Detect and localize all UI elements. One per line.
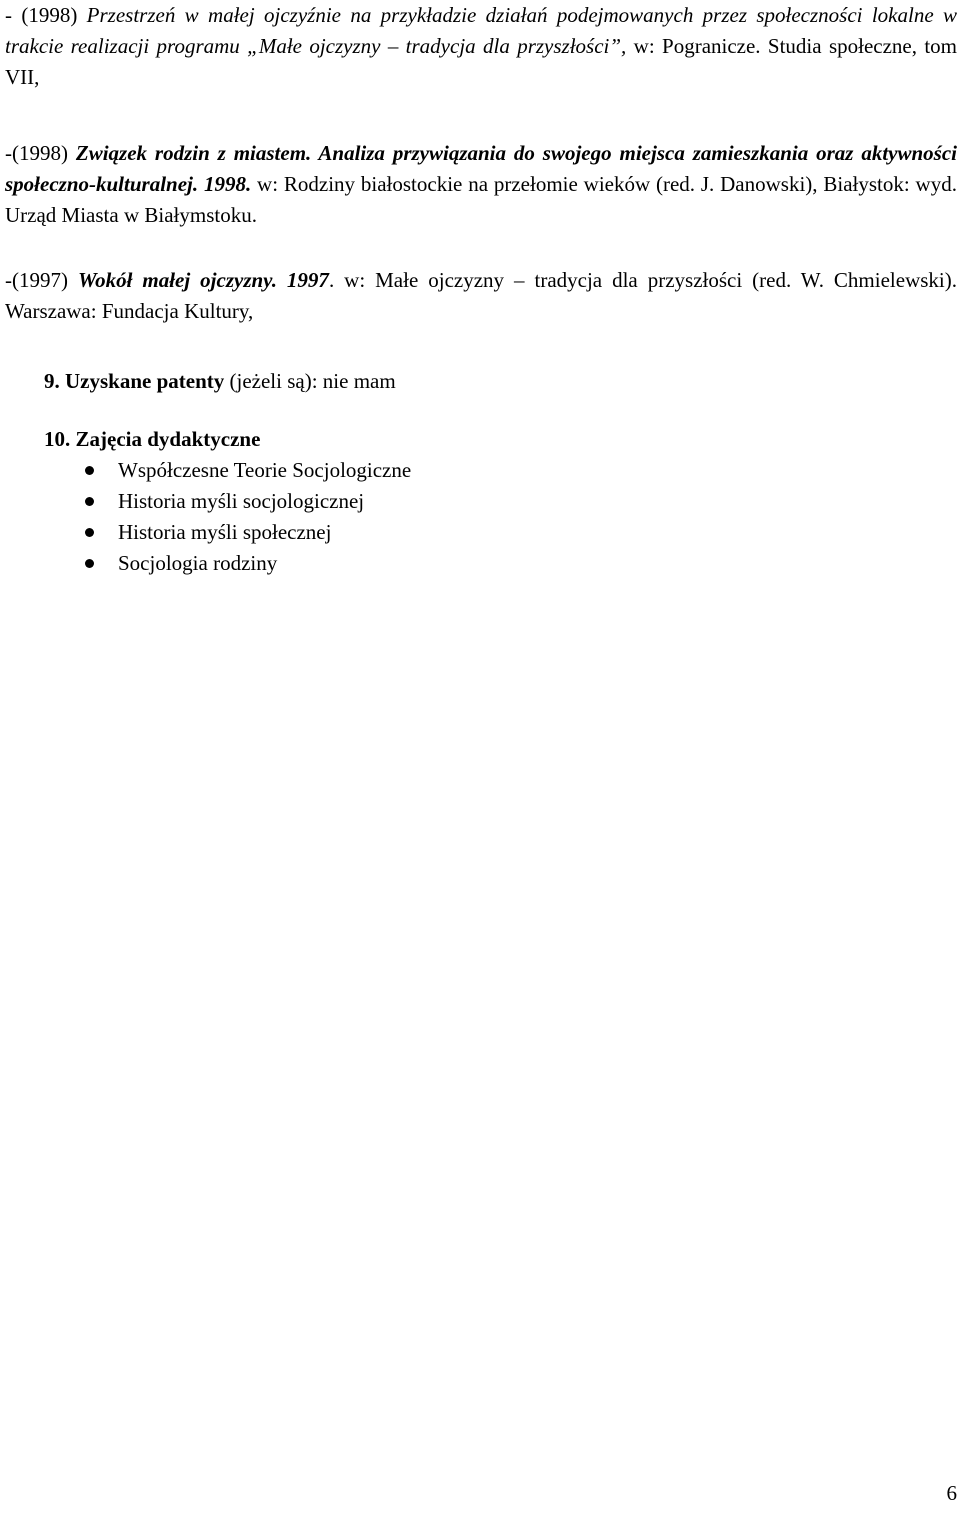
publication-prefix: - (1998): [5, 3, 87, 27]
course-list: [5, 455, 411, 579]
section-label: 10. Zajęcia dydaktyczne: [44, 427, 261, 451]
publication-title: Związek rodzin z miastem. Analiza przywiązania do swojego miejsca zamieszkania oraz aktywności społeczno-kulturalnej. 1998.: [5, 141, 958, 196]
course-name: Socjologia rodziny: [118, 551, 278, 575]
publication-entry-2: [5, 138, 957, 231]
publication-entry-1: [5, 0, 957, 93]
publication-prefix: -(1997): [5, 268, 78, 292]
publication-prefix: -(1998): [5, 141, 76, 165]
list-item: [5, 486, 411, 517]
bullet-icon: [85, 466, 94, 475]
section-heading-patents: [44, 366, 396, 397]
bullet-icon: [85, 559, 94, 568]
bullet-icon: [85, 497, 94, 506]
list-item: [5, 517, 411, 548]
publication-title: Wokół małej ojczyzny. 1997: [77, 268, 329, 292]
list-item: [5, 455, 411, 486]
publication-entry-3: [5, 265, 957, 327]
section-heading-teaching: [44, 424, 260, 455]
course-name: Współczesne Teorie Socjologiczne: [118, 458, 412, 482]
publication-suffix: . w: Małe ojczyzny – tradycja dla przyszłości (red. W. Chmielewski). Warszawa: Fundacja Kultury,: [5, 268, 957, 323]
publication-title: Przestrzeń w małej ojczyźnie na przykładzie działań podejmowanych przez społeczności lokalne w trakcie realizacji programu „Małe ojczyzny – tradycja dla przyszłości”,: [5, 3, 957, 58]
bullet-icon: [85, 528, 94, 537]
section-label: 9. Uzyskane patenty: [44, 369, 225, 393]
publication-suffix: w: Pogranicze. Studia społeczne, tom VII,: [5, 34, 958, 89]
page-number: 6: [946, 1481, 957, 1505]
publication-suffix: w: Rodziny białostockie na przełomie wieków (red. J. Danowski), Białystok: wyd. Urząd Miasta w Białymstoku.: [5, 172, 957, 227]
list-item: [5, 548, 411, 579]
course-name: Historia myśli społecznej: [118, 520, 332, 544]
course-name: Historia myśli socjologicznej: [118, 489, 365, 513]
section-value: (jeżeli są): nie mam: [224, 369, 396, 393]
